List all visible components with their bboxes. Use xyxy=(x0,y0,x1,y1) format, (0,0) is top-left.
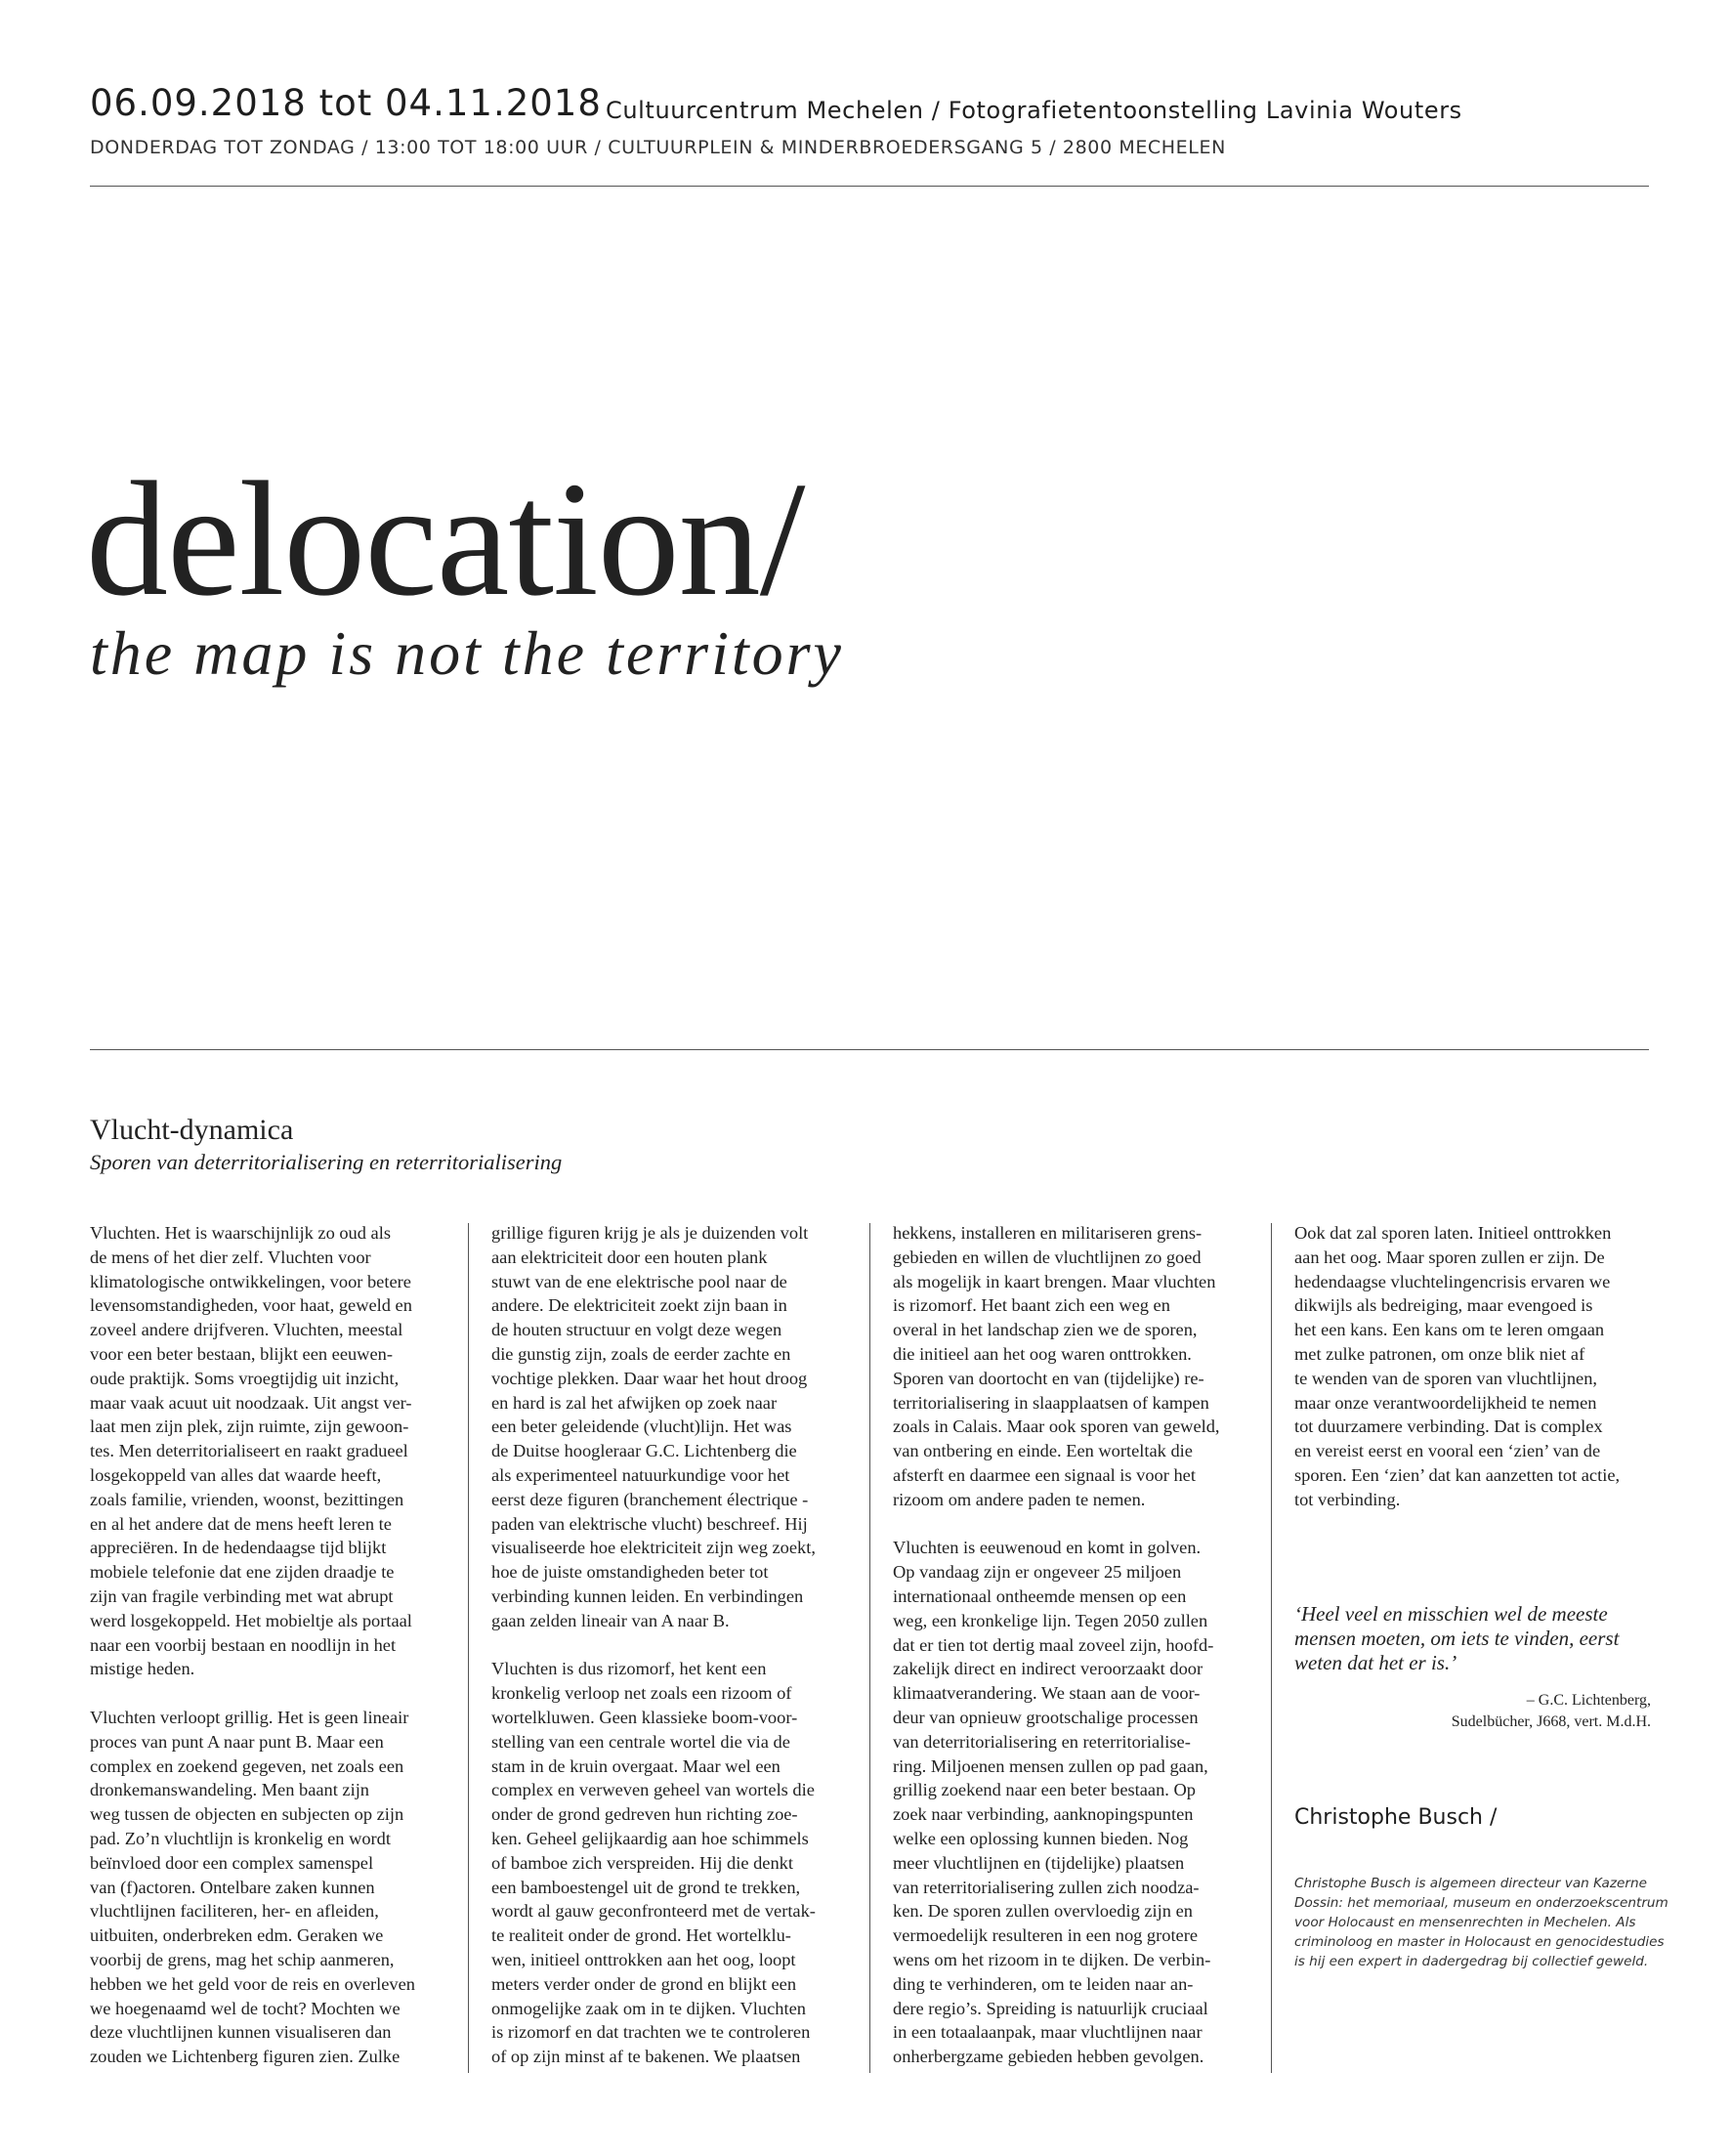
paragraph-line: stelling van een centrale wortel die via de xyxy=(491,1731,790,1752)
paragraph-line: Ook dat zal sporen laten. Initieel onttrokken xyxy=(1294,1223,1612,1243)
paragraph-line: wens om het rizoom in te dijken. De verbin- xyxy=(893,1949,1211,1969)
quote-source-line: Sudelbücher, J668, vert. M.d.H. xyxy=(1451,1713,1651,1730)
paragraph-line: het een kans. Een kans om te leren omgaan xyxy=(1294,1320,1605,1340)
paragraph-line: aan het oog. Maar sporen zullen er zijn. De xyxy=(1294,1247,1605,1267)
paragraph-line: zouden we Lichtenberg figuren zien. Zulke xyxy=(90,2047,401,2067)
paragraph-line: mobiele telefonie dat ene zijden draadje te xyxy=(90,1562,395,1583)
article-column-2 xyxy=(491,1221,845,2069)
paragraph-line: Op vandaag zijn er ongeveer 25 miljoen xyxy=(893,1562,1182,1583)
paragraph-line: ken. Geheel gelijkaardig aan hoe schimmels xyxy=(491,1828,809,1848)
bio-line: Christophe Busch is algemeen directeur van Kazerne xyxy=(1294,1876,1647,1891)
paragraph-line: dikwijls als bedreiging, maar evengoed is xyxy=(1294,1295,1593,1316)
paragraph-line: zoveel andere drijfveren. Vluchten, meestal xyxy=(90,1320,403,1340)
opening-hours-address: DONDERDAG TOT ZONDAG / 13:00 TOT 18:00 UUR / CULTUURPLEIN & MINDERBROEDERSGANG 5 / 2800 MECHELEN xyxy=(90,137,1226,158)
paragraph-line: weg tussen de objecten en subjecten op zijn xyxy=(90,1804,404,1825)
paragraph-line: vochtige plekken. Daar waar het hout droog xyxy=(491,1368,808,1388)
paragraph-line: hoe de juiste omstandigheden beter tot xyxy=(491,1562,769,1583)
paragraph-line: uitbuiten, onderbreken edm. Geraken we xyxy=(90,1925,384,1946)
paragraph-line: zakelijk direct en indirect veroorzaakt door xyxy=(893,1659,1203,1679)
paragraph-line: maar onze verantwoordelijkheid te nemen xyxy=(1294,1392,1597,1413)
bio-line: Dossin: het memoriaal, museum en onderzoekscentrum xyxy=(1294,1895,1668,1911)
paragraph-line: internationaal ontheemde mensen op een xyxy=(893,1585,1187,1606)
bio-line: criminoloog en master in Holocaust en genocidestudies xyxy=(1294,1934,1665,1950)
article-column-1 xyxy=(90,1221,443,2069)
paragraph-line: ding te verhinderen, om te leiden naar an- xyxy=(893,1973,1194,1994)
column-divider xyxy=(468,1223,469,2073)
paragraph-line: stam in de kruin overgaat. Maar wel een xyxy=(491,1755,781,1776)
section-divider xyxy=(90,1049,1649,1050)
paragraph-line: oude praktijk. Soms vroegtijdig uit inzicht, xyxy=(90,1368,400,1388)
paragraph-line: laat men zijn plek, zijn ruimte, zijn gewoon- xyxy=(90,1416,409,1437)
paragraph-line: dronkemanswandeling. Men baant zijn xyxy=(90,1780,369,1800)
paragraph-line: van reterritorialisering zullen zich noodza- xyxy=(893,1877,1200,1897)
paragraph-line: van (f)actoren. Ontelbare zaken kunnen xyxy=(90,1877,375,1897)
paragraph-line: grillig zoekend naar een beter bestaan. Op xyxy=(893,1780,1196,1800)
paragraph-line: onder de grond gedreven hun richting zoe- xyxy=(491,1804,798,1825)
article-column-3 xyxy=(893,1221,1246,2069)
header-divider xyxy=(90,186,1649,187)
paragraph-line: is rizomorf. Het baant zich een weg en xyxy=(893,1295,1170,1316)
paragraph-line: kronkelig verloop net zoals een rizoom of xyxy=(491,1683,792,1704)
paragraph-line: paden van elektrische vlucht) beschreef. Hij xyxy=(491,1513,808,1534)
paragraph-line: of op zijn minst af te bakenen. We plaatsen xyxy=(491,2047,801,2067)
quote-line: ‘Heel veel en misschien wel de meeste xyxy=(1294,1602,1608,1626)
author-name: Christophe Busch / xyxy=(1294,1805,1498,1830)
paragraph-line: losgekoppeld van alles dat waarde heeft, xyxy=(90,1464,382,1485)
article-subtitle: Sporen van deterritorialisering en reterritorialisering xyxy=(90,1150,563,1174)
paragraph-line: in een totaalaanpak, maar vluchtlijnen naar xyxy=(893,2022,1203,2043)
paragraph-line: weg, een kronkelige lijn. Tegen 2050 zullen xyxy=(893,1610,1208,1630)
paragraph-line: is rizomorf en dat trachten we te controleren xyxy=(491,2022,811,2043)
paragraph-line: klimaatverandering. We staan aan de voor- xyxy=(893,1683,1201,1704)
paragraph-line: meer vluchtlijnen en (tijdelijke) plaatsen xyxy=(893,1852,1185,1873)
paragraph-line: zoals in Calais. Maar ook sporen van geweld, xyxy=(893,1416,1220,1437)
paragraph-line: wordt al gauw geconfronteerd met de vertak- xyxy=(491,1901,816,1922)
paragraph-line: wortelkluwen. Geen klassieke boom-voor- xyxy=(491,1707,798,1727)
paragraph-line: eerst deze figuren (branchement électrique - xyxy=(491,1489,809,1509)
paragraph-line: en vereist eerst en vooral een ‘zien’ van de xyxy=(1294,1441,1601,1461)
column-divider xyxy=(869,1223,870,2073)
exhibition-dates: 06.09.2018 tot 04.11.2018 xyxy=(90,82,602,124)
paragraph-line: en al het andere dat de mens heeft leren te xyxy=(90,1513,392,1534)
paragraph-line: gaan zelden lineair van A naar B. xyxy=(491,1610,730,1630)
paragraph-line: afsterft en daarmee een signaal is voor het xyxy=(893,1464,1196,1485)
paragraph-line: te realiteit onder de grond. Het wortelklu- xyxy=(491,1925,791,1946)
exhibition-venue: Cultuurcentrum Mechelen / Fotografietentoonstelling Lavinia Wouters xyxy=(606,97,1462,124)
article-column-4 xyxy=(1294,1221,1666,1512)
poster-subtitle: the map is not the territory xyxy=(90,618,844,688)
bio-line: is hij een expert in dadergedrag bij collectief geweld. xyxy=(1294,1954,1649,1969)
paragraph-line: van ontbering en einde. Een worteltak die xyxy=(893,1441,1193,1461)
paragraph-line: Vluchten verloopt grillig. Het is geen lineair xyxy=(90,1707,409,1727)
paragraph-line: van deterritorialisering en reterritorialise- xyxy=(893,1731,1191,1752)
paragraph-line: grillige figuren krijg je als je duizenden volt xyxy=(491,1223,809,1243)
paragraph-line: een beter geleidende (vlucht)lijn. Het was xyxy=(491,1416,792,1437)
paragraph-line: levensomstandigheden, voor haat, geweld en xyxy=(90,1295,412,1316)
paragraph-line: sporen. Een ‘zien’ dat kan aanzetten tot actie, xyxy=(1294,1464,1621,1485)
paragraph-line: hebben we het geld voor de reis en overleven xyxy=(90,1973,415,1994)
poster-title: delocation/ xyxy=(86,448,805,630)
paragraph-line: rizoom om andere paden te nemen. xyxy=(893,1489,1146,1509)
paragraph-line: voorbij de grens, mag het schip aanmeren, xyxy=(90,1949,395,1969)
paragraph-line: voor een beter bestaan, blijkt een eeuwen- xyxy=(90,1343,393,1364)
paragraph-line: de mens of het dier zelf. Vluchten voor xyxy=(90,1247,371,1267)
paragraph-line: andere. De elektriciteit zoekt zijn baan in xyxy=(491,1295,787,1316)
paragraph-line: tot duurzamere verbinding. Dat is complex xyxy=(1294,1416,1603,1437)
paragraph-line: aan elektriciteit door een houten plank xyxy=(491,1247,768,1267)
paragraph-line: ken. De sporen zullen overvloedig zijn en xyxy=(893,1901,1193,1922)
author-bio xyxy=(1294,1874,1668,1971)
paragraph-line: maar vaak acuut uit noodzaak. Uit angst ver- xyxy=(90,1392,412,1413)
paragraph-line: de Duitse hoogleraar G.C. Lichtenberg die xyxy=(491,1441,797,1461)
paragraph-line: tes. Men deterritorialiseert en raakt gradueel xyxy=(90,1441,408,1461)
pull-quote xyxy=(1294,1602,1651,1675)
paragraph-line: complex en zoekend gegeven, net zoals een xyxy=(90,1755,404,1776)
paragraph-line: stuwt van de ene elektrische pool naar de xyxy=(491,1271,787,1291)
quote-line: weten dat het er is.’ xyxy=(1294,1651,1457,1674)
quote-source-line: – G.C. Lichtenberg, xyxy=(1526,1692,1651,1709)
paragraph-line: proces van punt A naar punt B. Maar een xyxy=(90,1731,384,1752)
paragraph-line: vermoedelijk resulteren in een nog grotere xyxy=(893,1925,1199,1946)
column-divider xyxy=(1271,1223,1272,2073)
paragraph-line: werd losgekoppeld. Het mobieltje als portaal xyxy=(90,1610,412,1630)
paragraph-line: verbinding kunnen leiden. En verbindingen xyxy=(491,1585,804,1606)
paragraph-line: meters verder onder de grond en blijkt een xyxy=(491,1973,797,1994)
paragraph-line: of bamboe zich verspreiden. Hij die denkt xyxy=(491,1852,793,1873)
paragraph-line: een bamboestengel uit de grond te trekken, xyxy=(491,1877,801,1897)
paragraph-line: tot verbinding. xyxy=(1294,1489,1401,1509)
paragraph-line: vluchtlijnen faciliteren, her- en afleiden, xyxy=(90,1901,379,1922)
paragraph-line: Vluchten. Het is waarschijnlijk zo oud als xyxy=(90,1223,391,1243)
paragraph-line: gebieden en willen de vluchtlijnen zo goed xyxy=(893,1247,1202,1267)
article-title: Vlucht-dynamica xyxy=(90,1114,294,1146)
paragraph-line: dat er tien tot dertig maal zoveel zijn, hoofd- xyxy=(893,1634,1214,1655)
paragraph-line: te wenden van de sporen van vluchtlijnen, xyxy=(1294,1368,1597,1388)
paragraph-line: visualiseerde hoe elektriciteit zijn weg zoekt, xyxy=(491,1538,816,1558)
paragraph-line: hedendaagse vluchtelingencrisis ervaren we xyxy=(1294,1271,1611,1291)
paragraph-line: appreciëren. In de hedendaagse tijd blijkt xyxy=(90,1538,387,1558)
paragraph-line: welke een oplossing kunnen bieden. Nog xyxy=(893,1828,1189,1848)
paragraph-line: onherbergzame gebieden hebben gevolgen. xyxy=(893,2047,1204,2067)
paragraph-line: beïnvloed door een complex samenspel xyxy=(90,1852,374,1873)
paragraph-line: onmogelijke zaak om in te dijken. Vluchten xyxy=(491,1998,806,2018)
paragraph-line: deur van opnieuw grootschalige processen xyxy=(893,1707,1199,1727)
paragraph-line: die initieel aan het oog waren onttrokken. xyxy=(893,1343,1192,1364)
paragraph-line: als mogelijk in kaart brengen. Maar vluchten xyxy=(893,1271,1216,1291)
paragraph-line: klimatologische ontwikkelingen, voor betere xyxy=(90,1271,411,1291)
paragraph-line: hekkens, installeren en militariseren grens- xyxy=(893,1223,1203,1243)
paragraph-line: Vluchten is eeuwenoud en komt in golven. xyxy=(893,1538,1202,1558)
paragraph-line: de houten structuur en volgt deze wegen xyxy=(491,1320,782,1340)
paragraph-line: zijn van fragile verbinding met wat abrupt xyxy=(90,1585,394,1606)
paragraph-line: we hoegenaamd wel de tocht? Mochten we xyxy=(90,1998,401,2018)
paragraph-line: als experimenteel natuurkundige voor het xyxy=(491,1464,790,1485)
paragraph-line: en hard is zal het afwijken op zoek naar xyxy=(491,1392,778,1413)
quote-source xyxy=(1294,1690,1651,1733)
paragraph-line: zoals familie, vrienden, woonst, bezittingen xyxy=(90,1489,404,1509)
paragraph-line: Vluchten is dus rizomorf, het kent een xyxy=(491,1659,767,1679)
paragraph-line: naar een voorbij bestaan en noodlijn in het xyxy=(90,1634,397,1655)
paragraph-line: zoek naar verbinding, aanknopingspunten xyxy=(893,1804,1194,1825)
paragraph-line: deze vluchtlijnen kunnen visualiseren dan xyxy=(90,2022,392,2043)
paragraph-line: pad. Zo’n vluchtlijn is kronkelig en wordt xyxy=(90,1828,391,1848)
paragraph-line: die gunstig zijn, zoals de eerder zachte en xyxy=(491,1343,791,1364)
paragraph-line: wen, initieel onttrokken aan het oog, loopt xyxy=(491,1949,796,1969)
paragraph-line: mistige heden. xyxy=(90,1659,195,1679)
paragraph-line: met zulke patronen, om onze blik niet af xyxy=(1294,1343,1585,1364)
paragraph-line: dere regio’s. Spreiding is natuurlijk cruciaal xyxy=(893,1998,1208,2018)
paragraph-line: ring. Miljoenen mensen zullen op pad gaan, xyxy=(893,1755,1208,1776)
paragraph-line: complex en verweven geheel van wortels die xyxy=(491,1780,815,1800)
paragraph-line: territorialisering in slaapplaatsen of kampen xyxy=(893,1392,1209,1413)
paragraph-line: Sporen van doortocht en van (tijdelijke) re- xyxy=(893,1368,1204,1388)
paragraph-line: overal in het landschap zien we de sporen, xyxy=(893,1320,1198,1340)
bio-line: voor Holocaust en mensenrechten in Mechelen. Als xyxy=(1294,1915,1636,1930)
quote-line: mensen moeten, om iets te vinden, eerst xyxy=(1294,1627,1620,1650)
